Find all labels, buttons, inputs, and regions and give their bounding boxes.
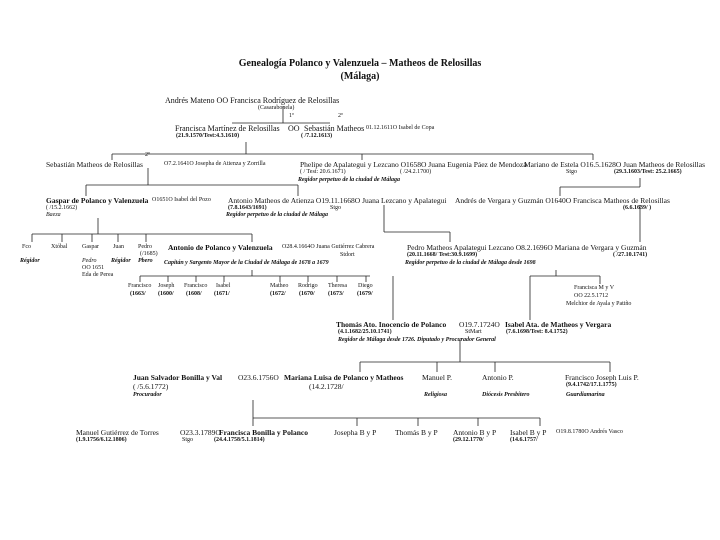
- gen8-thomas: Thomás B y P: [395, 428, 438, 437]
- gen2-seb-ord: 2º: [145, 152, 150, 158]
- gen4-gaspar-marr: OO 1651: [82, 265, 105, 271]
- gen4-antonio-polanco-place: Stdort: [340, 252, 355, 258]
- gen3-antonio-matheos: Antonio Matheos de Atienza O19.11.1668O Juana Lezcano y Apalategui: [228, 196, 447, 205]
- gen1-ord1: 1º: [289, 113, 294, 119]
- gen8-marriage: O23.3.1789O: [180, 428, 221, 437]
- gen5-kid-name: Theresa: [328, 283, 347, 289]
- gen5-kid-dates: (1670/: [299, 291, 315, 297]
- gen4-child-name: Xtóbal: [51, 244, 68, 250]
- gen4-child-name: Fco: [22, 244, 31, 250]
- gen6-thomas-title: Regidor de Málaga desde 1726. Diputado y Procurador General: [338, 337, 496, 343]
- gen5-kid-name: Francisco: [184, 283, 208, 289]
- gen0-couple: Andrés Mateno OO Francisca Rodríguez de Relosillas: [165, 96, 340, 105]
- gen4-antonio-polanco: Antonio de Polanco y Valenzuela: [168, 243, 273, 252]
- gen4-pedro-matheos-dates: (20.11.1668/ Test:30.9.1699): [407, 252, 478, 258]
- gen5-kid-dates: (1673/: [328, 291, 344, 297]
- gen3-antonio-matheos-dates: (7.8.1643/1691): [228, 205, 267, 211]
- gen4-antonio-polanco-marr: O28.4.1664O Juana Gutiérrez Cabrera: [282, 244, 375, 250]
- gen7-antonio: Antonio P.: [482, 373, 514, 382]
- gen2-mariano-dates: (29.3.1603/Test: 25.2.1665): [614, 169, 682, 175]
- gen4-child-name: Juan: [113, 244, 124, 250]
- gen8-josepha: Josepha B y P: [334, 428, 377, 437]
- gen5-kid-name: Isabel: [216, 283, 231, 289]
- gen7-juan: Juan Salvador Bonilla y Val: [133, 373, 223, 382]
- gen8-manuel-gutierrez: Manuel Gutiérrez de Torres: [76, 428, 159, 437]
- gen1-marriage: OO: [288, 124, 300, 133]
- gen4-child-role: Pedro: [82, 258, 97, 264]
- gen2-mariano: Mariano de Estela O16.5.1628O Juan Matheos de Relosillas: [524, 160, 706, 169]
- gen4-child-role: Pbero: [138, 258, 153, 264]
- gen8-isabel-marr: O19.8.1780O Andrés Vasco: [556, 429, 623, 435]
- chart-subtitle: (Málaga): [340, 71, 380, 82]
- gen3-andres-dates: (6.6.1639/ ): [623, 205, 652, 211]
- gen5-kid-dates: (1600/: [158, 291, 174, 297]
- gen7-juan-dates: ( /5.6.1772): [133, 382, 169, 391]
- gen8-manuel-gutierrez-dates: (1.9.1756/6.12.1806): [76, 437, 127, 443]
- gen5-kid-name: Rodrigo: [298, 283, 318, 289]
- gen6-isabel: Isabel Ata. de Matheos y Vergara: [505, 320, 612, 329]
- gen1-sebastian: Sebastián Matheos: [304, 124, 365, 133]
- gen4-child-role: Régidor: [20, 258, 40, 264]
- gen6-thomas-place: StMart: [465, 329, 482, 335]
- gen3-gaspar-dates: ( /15.2.1662): [46, 205, 78, 211]
- gen2-juana-dates: ( /24.2.1700): [400, 169, 432, 175]
- gen3-antonio-matheos-title: Regidor perpetuo de la ciudad de Málaga: [226, 212, 328, 218]
- gen4-child-role: Régidor: [111, 258, 131, 264]
- gen2-sebastian-jr-marr: O7.2.1641O Josepha de Atienza y Zorrilla: [164, 161, 266, 167]
- gen1-ord2: 2º: [338, 113, 343, 119]
- gen8-francisca-place: Stgo: [182, 437, 194, 443]
- gen3-antonio-matheos-place: Stgo: [330, 205, 342, 211]
- gen7-manuel-role: Religiosa: [424, 392, 448, 398]
- gen7-francisco-role: Guardiamarina: [566, 392, 605, 398]
- gen3-gaspar-marr: O1651O Isabel del Pozo: [152, 197, 211, 203]
- gen5-kid-dates: (1679/: [357, 291, 373, 297]
- gen3-gaspar-place: Baeza: [46, 212, 61, 218]
- gen4-gaspar-spouse: Eda de Perea: [82, 272, 114, 278]
- gen8-isabel-dates: (14.6.1757/: [510, 437, 538, 443]
- gen5-francisca-mv-marr: OO 22.5.1712: [574, 293, 609, 299]
- gen7-antonio-role: Diócesis Presbítero: [482, 392, 530, 398]
- gen6-marriage: O19.7.1724O: [459, 320, 500, 329]
- gen7-marriage: O23.6.1756O: [238, 373, 279, 382]
- gen5-kid-dates: (1663/: [130, 291, 146, 297]
- gen5-francisca-mv: Francisca M y V: [574, 285, 615, 291]
- gen4-child-name: Gaspar: [82, 244, 99, 250]
- gen1-sebastian-marr: 01.12.1611O Isabel de Copa: [366, 125, 435, 131]
- gen7-francisco-dates: (9.4.1742/17.1.1775): [566, 382, 617, 388]
- gen4-antonio-polanco-title: Capitán y Sargento Mayor de la Ciudad de Málaga de 1678 a 1679: [164, 260, 329, 266]
- gen8-isabel: Isabel B y P: [510, 428, 547, 437]
- gen2-mariano-place: Stgo: [566, 169, 578, 175]
- gen2-phelipe-dates: ( / Test: 20.6.1671): [300, 169, 346, 175]
- gen5-kid-dates: (1672/: [270, 291, 286, 297]
- gen4-child-name: Pedro: [138, 244, 152, 250]
- gen8-antonio: Antonio B y P: [453, 428, 497, 437]
- gen1-francisca: Francisca Martínez de Relosillas: [175, 124, 280, 133]
- gen1-sebastian-dates: ( /7.12.1613): [301, 133, 333, 139]
- gen5-kid-dates: (1608/: [186, 291, 202, 297]
- gen3-gaspar: Gaspar de Polanco y Valenzuela: [46, 196, 149, 205]
- gen7-juan-title: Procurador: [133, 392, 162, 398]
- gen5-kid-name: Diego: [358, 283, 373, 289]
- gen5-francisca-mv-spouse: Melchior de Ayala y Patiño: [566, 301, 632, 307]
- gen4-pedro-matheos-title: Regidor perpetuo de la ciudad de Málaga desde 1698: [405, 260, 536, 266]
- gen3-andres: Andrés de Vergara y Guzmán O1640O Francisca Matheos de Relosillas: [455, 196, 670, 205]
- gen7-mariana: Mariana Luisa de Polanco y Matheos: [284, 373, 404, 382]
- gen5-kid-name: Joseph: [158, 283, 175, 289]
- gen5-kid-name: Matheo: [270, 283, 289, 289]
- chart-title: Genealogía Polanco y Valenzuela – Matheos de Relosillas: [238, 58, 482, 69]
- gen8-antonio-dates: (29.12.1770/: [453, 437, 484, 443]
- gen2-sebastian-jr: Sebastián Matheos de Relosillas: [46, 160, 143, 169]
- gen5-kid-name: Francisco: [128, 283, 152, 289]
- gen5-kid-dates: (1671/: [214, 291, 230, 297]
- gen4-pedro-matheos: Pedro Matheos Apalategui Lezcano O8.2.1696O Mariana de Vergara y Guzmán: [407, 243, 647, 252]
- gen4-pedro-dates: (/1685): [140, 251, 158, 257]
- gen6-isabel-dates: (7.6.1698/Test: 8.4.1752): [506, 329, 568, 335]
- gen2-phelipe-title: Regidor perpetuo de la ciudad de Málaga: [298, 177, 400, 183]
- gen7-francisco: Francisco Joseph Luis P.: [565, 373, 639, 382]
- gen0-note: (Casarabonela): [258, 105, 295, 111]
- gen4-mariana-dates: ( /27.10.1741): [613, 252, 648, 258]
- gen2-phelipe: Phelipe de Apalategui y Lezcano O1658O Juana Eugenia Páez de Mendoza: [300, 160, 527, 169]
- gen8-francisca-dates: (24.4.1758/5.1.1814): [214, 437, 265, 443]
- gen7-mariana-dates: (14.2.1728/: [309, 382, 344, 391]
- gen8-francisca-bonilla: Francisca Bonilla y Polanco: [219, 428, 308, 437]
- gen1-francisca-dates: (21.9.1570/Test:4.3.1610): [176, 133, 240, 139]
- gen6-thomas: Thomás Ato. Inocencio de Polanco: [336, 320, 447, 329]
- gen6-thomas-dates: (4.1.1682/25.10.1741): [338, 329, 392, 335]
- gen7-manuel: Manuel P.: [422, 373, 452, 382]
